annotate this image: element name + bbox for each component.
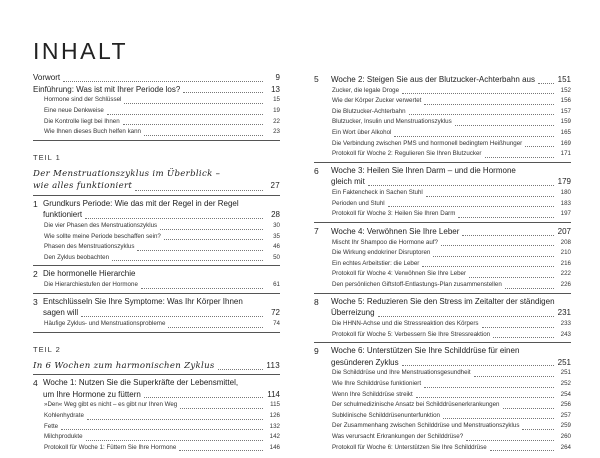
toc-subentry[interactable]: Hormone sind der Schlüssel 15 — [44, 96, 280, 104]
chapter-heading[interactable]: 1 Grundkurs Periode: Wie das mit der Regel in der Regel funktioniert 28 — [33, 198, 280, 220]
toc-chapter-8 — [314, 297, 571, 343]
toc-subentry[interactable]: Blutzucker, Insulin und Menstruationszyklus 159 — [332, 118, 571, 126]
chapter-heading[interactable]: 2 Die hormonelle Hierarchie — [33, 269, 136, 280]
toc-subentry[interactable]: Die HHNN-Achse und die Stressreaktion des Körpers 233 — [332, 319, 571, 327]
toc-subentry[interactable]: Häufige Zyklus- und Menstruationsprobleme 74 — [44, 319, 280, 327]
chapter-heading[interactable]: 6 Woche 3: Heilen Sie Ihren Darm – und die Hormone gleich mit 179 — [314, 165, 571, 187]
toc-subentry[interactable]: Zucker, die legale Droge 152 — [332, 86, 571, 94]
toc-subentry[interactable]: Die Wirkung endokriner Disruptoren 210 — [332, 249, 571, 257]
part-label-teil-1: TEIL 1 — [33, 152, 61, 162]
toc-subentry[interactable]: Eine neue Denkweise 19 — [44, 107, 280, 114]
toc-subentry[interactable]: Die Hierarchiestufen der Hormone 61 — [44, 281, 280, 289]
toc-subentry[interactable]: Die Verbindung zwischen PMS und hormonell bedingtem Heißhunger 169 — [332, 139, 571, 147]
toc-subentry[interactable]: Wie der Körper Zucker verwertet 156 — [332, 97, 571, 105]
toc-subentry[interactable]: Den Zyklus beobachten 50 — [44, 253, 280, 261]
part-label-teil-2: TEIL 2 — [33, 344, 61, 354]
chapter-heading[interactable]: 5 Woche 2: Steigen Sie aus der Blutzucker-Achterbahn aus 151 — [314, 74, 571, 84]
chapter-heading[interactable]: 7 Woche 4: Verwöhnen Sie Ihre Leber 207 — [314, 225, 571, 236]
toc-section-einfuehrung — [33, 84, 280, 141]
toc-subentry[interactable]: Mischt Ihr Shampoo die Hormone auf? 208 — [332, 238, 571, 246]
chapter-heading[interactable]: 3 Entschlüsseln Sie Ihre Symptome: Was Ihr Körper Ihnen sagen will 72 — [33, 296, 280, 318]
toc-chapter-5 — [314, 74, 571, 163]
toc-subentry[interactable]: Die vier Phasen des Menstruationszyklus 30 — [44, 222, 280, 230]
toc-subentry[interactable]: »Den« Weg gibt es nicht – es gibt nur Ihren Weg 115 — [44, 401, 280, 409]
toc-left-column — [33, 72, 280, 458]
toc-subentry[interactable]: Subklinische Schilddrüsenunterfunktion 257 — [332, 411, 571, 419]
toc-subentry[interactable]: Wie Ihre Schilddrüse funktioniert 252 — [332, 379, 571, 387]
toc-subentry[interactable]: Die Kontrolle liegt bei Ihnen 22 — [44, 117, 280, 125]
toc-subentry[interactable]: Protokoll für Woche 3: Heilen Sie Ihren Darm 197 — [332, 210, 571, 218]
toc-subentry[interactable]: Protokoll für Woche 4: Verwöhnen Sie Ihre Leber 222 — [332, 270, 571, 278]
toc-chapter-2 — [33, 269, 280, 293]
part-title-teil-2[interactable]: In 6 Wochen zum harmonischen Zyklus 113 — [33, 360, 280, 376]
toc-subentry[interactable]: Ein Faktencheck in Sachen Stuhl 180 — [332, 189, 571, 197]
toc-entry-vorwort[interactable]: Vorwort 9 — [33, 73, 280, 82]
toc-subentry[interactable]: Die Schilddrüse und Ihre Menstruationsgesundheit 251 — [332, 369, 571, 377]
toc-right-column — [314, 74, 571, 458]
toc-subentry[interactable]: Protokoll für Woche 2: Regulieren Sie Ihren Blutzucker 171 — [332, 150, 571, 158]
toc-subentry[interactable]: Protokoll für Woche 5: Verbessern Sie Ihre Stressreaktion 243 — [332, 330, 571, 338]
toc-chapter-6 — [314, 166, 571, 223]
toc-subentry[interactable]: Kohlenhydrate 126 — [44, 411, 280, 419]
toc-chapter-7 — [314, 226, 571, 294]
toc-subentry[interactable]: Der schulmedizinische Ansatz bei Schilddrüsenerkrankungen 256 — [332, 401, 571, 409]
toc-subentry[interactable]: Wie Ihnen dieses Buch helfen kann 23 — [44, 128, 280, 136]
toc-subentry[interactable]: Protokoll für Woche 1: Füttern Sie Ihre Hormone 146 — [44, 443, 280, 451]
toc-subentry[interactable]: Den persönlichen Giftstoff-Entlastungs-Plan zusammenstellen 226 — [332, 281, 571, 289]
toc-subentry[interactable]: Phasen des Menstruationszyklus 46 — [44, 243, 280, 251]
chapter-heading[interactable]: 9 Woche 6: Unterstützen Sie Ihre Schilddrüse für einen gesünderen Zyklus 251 — [314, 346, 571, 367]
toc-chapter-9 — [314, 346, 571, 455]
toc-entry-einfuehrung[interactable]: Einführung: Was ist mit Ihrer Periode los? 13 — [33, 84, 280, 94]
toc-subentry[interactable]: Ein echtes Arbeitstier: die Leber 216 — [332, 259, 571, 267]
chapter-heading[interactable]: 8 Woche 5: Reduzieren Sie den Stress im Zeitalter der ständigen Überreizung 231 — [314, 296, 571, 318]
toc-subentry[interactable]: Wie sollte meine Periode beschaffen sein? 35 — [44, 232, 280, 240]
toc-subentry[interactable]: Perioden und Stuhl 183 — [332, 199, 571, 207]
toc-subentry[interactable]: Milchprodukte 142 — [44, 433, 280, 441]
toc-subentry[interactable]: Der Zusammenhang zwischen Schilddrüse und Menstruationszyklus 259 — [332, 422, 571, 430]
toc-chapter-1 — [33, 199, 280, 267]
toc-subentry[interactable]: Ein Wort über Alkohol 165 — [332, 129, 571, 137]
toc-subentry[interactable]: Wenn Ihre Schilddrüse streikt 254 — [332, 390, 571, 398]
toc-chapter-3 — [33, 297, 280, 333]
chapter-heading[interactable]: 4 Woche 1: Nutzen Sie die Superkräfte der Lebensmittel, um Ihre Hormone zu füttern 114 — [33, 378, 280, 399]
page-title: INHALT — [33, 38, 129, 64]
toc-subentry[interactable]: Was verursacht Erkrankungen der Schilddrüse? 260 — [332, 432, 571, 440]
toc-subentry[interactable]: Protokoll für Woche 6: Unterstützen Sie Ihre Schilddrüse 264 — [332, 443, 571, 451]
toc-subentry[interactable]: Fette 132 — [44, 422, 280, 430]
part-title-teil-1[interactable]: Der Menstruationszyklus im Überblick – wie alles funktioniert 27 — [33, 168, 280, 196]
toc-subentry[interactable]: Die Blutzucker-Achterbahn 157 — [332, 107, 571, 115]
toc-chapter-4 — [33, 378, 280, 455]
